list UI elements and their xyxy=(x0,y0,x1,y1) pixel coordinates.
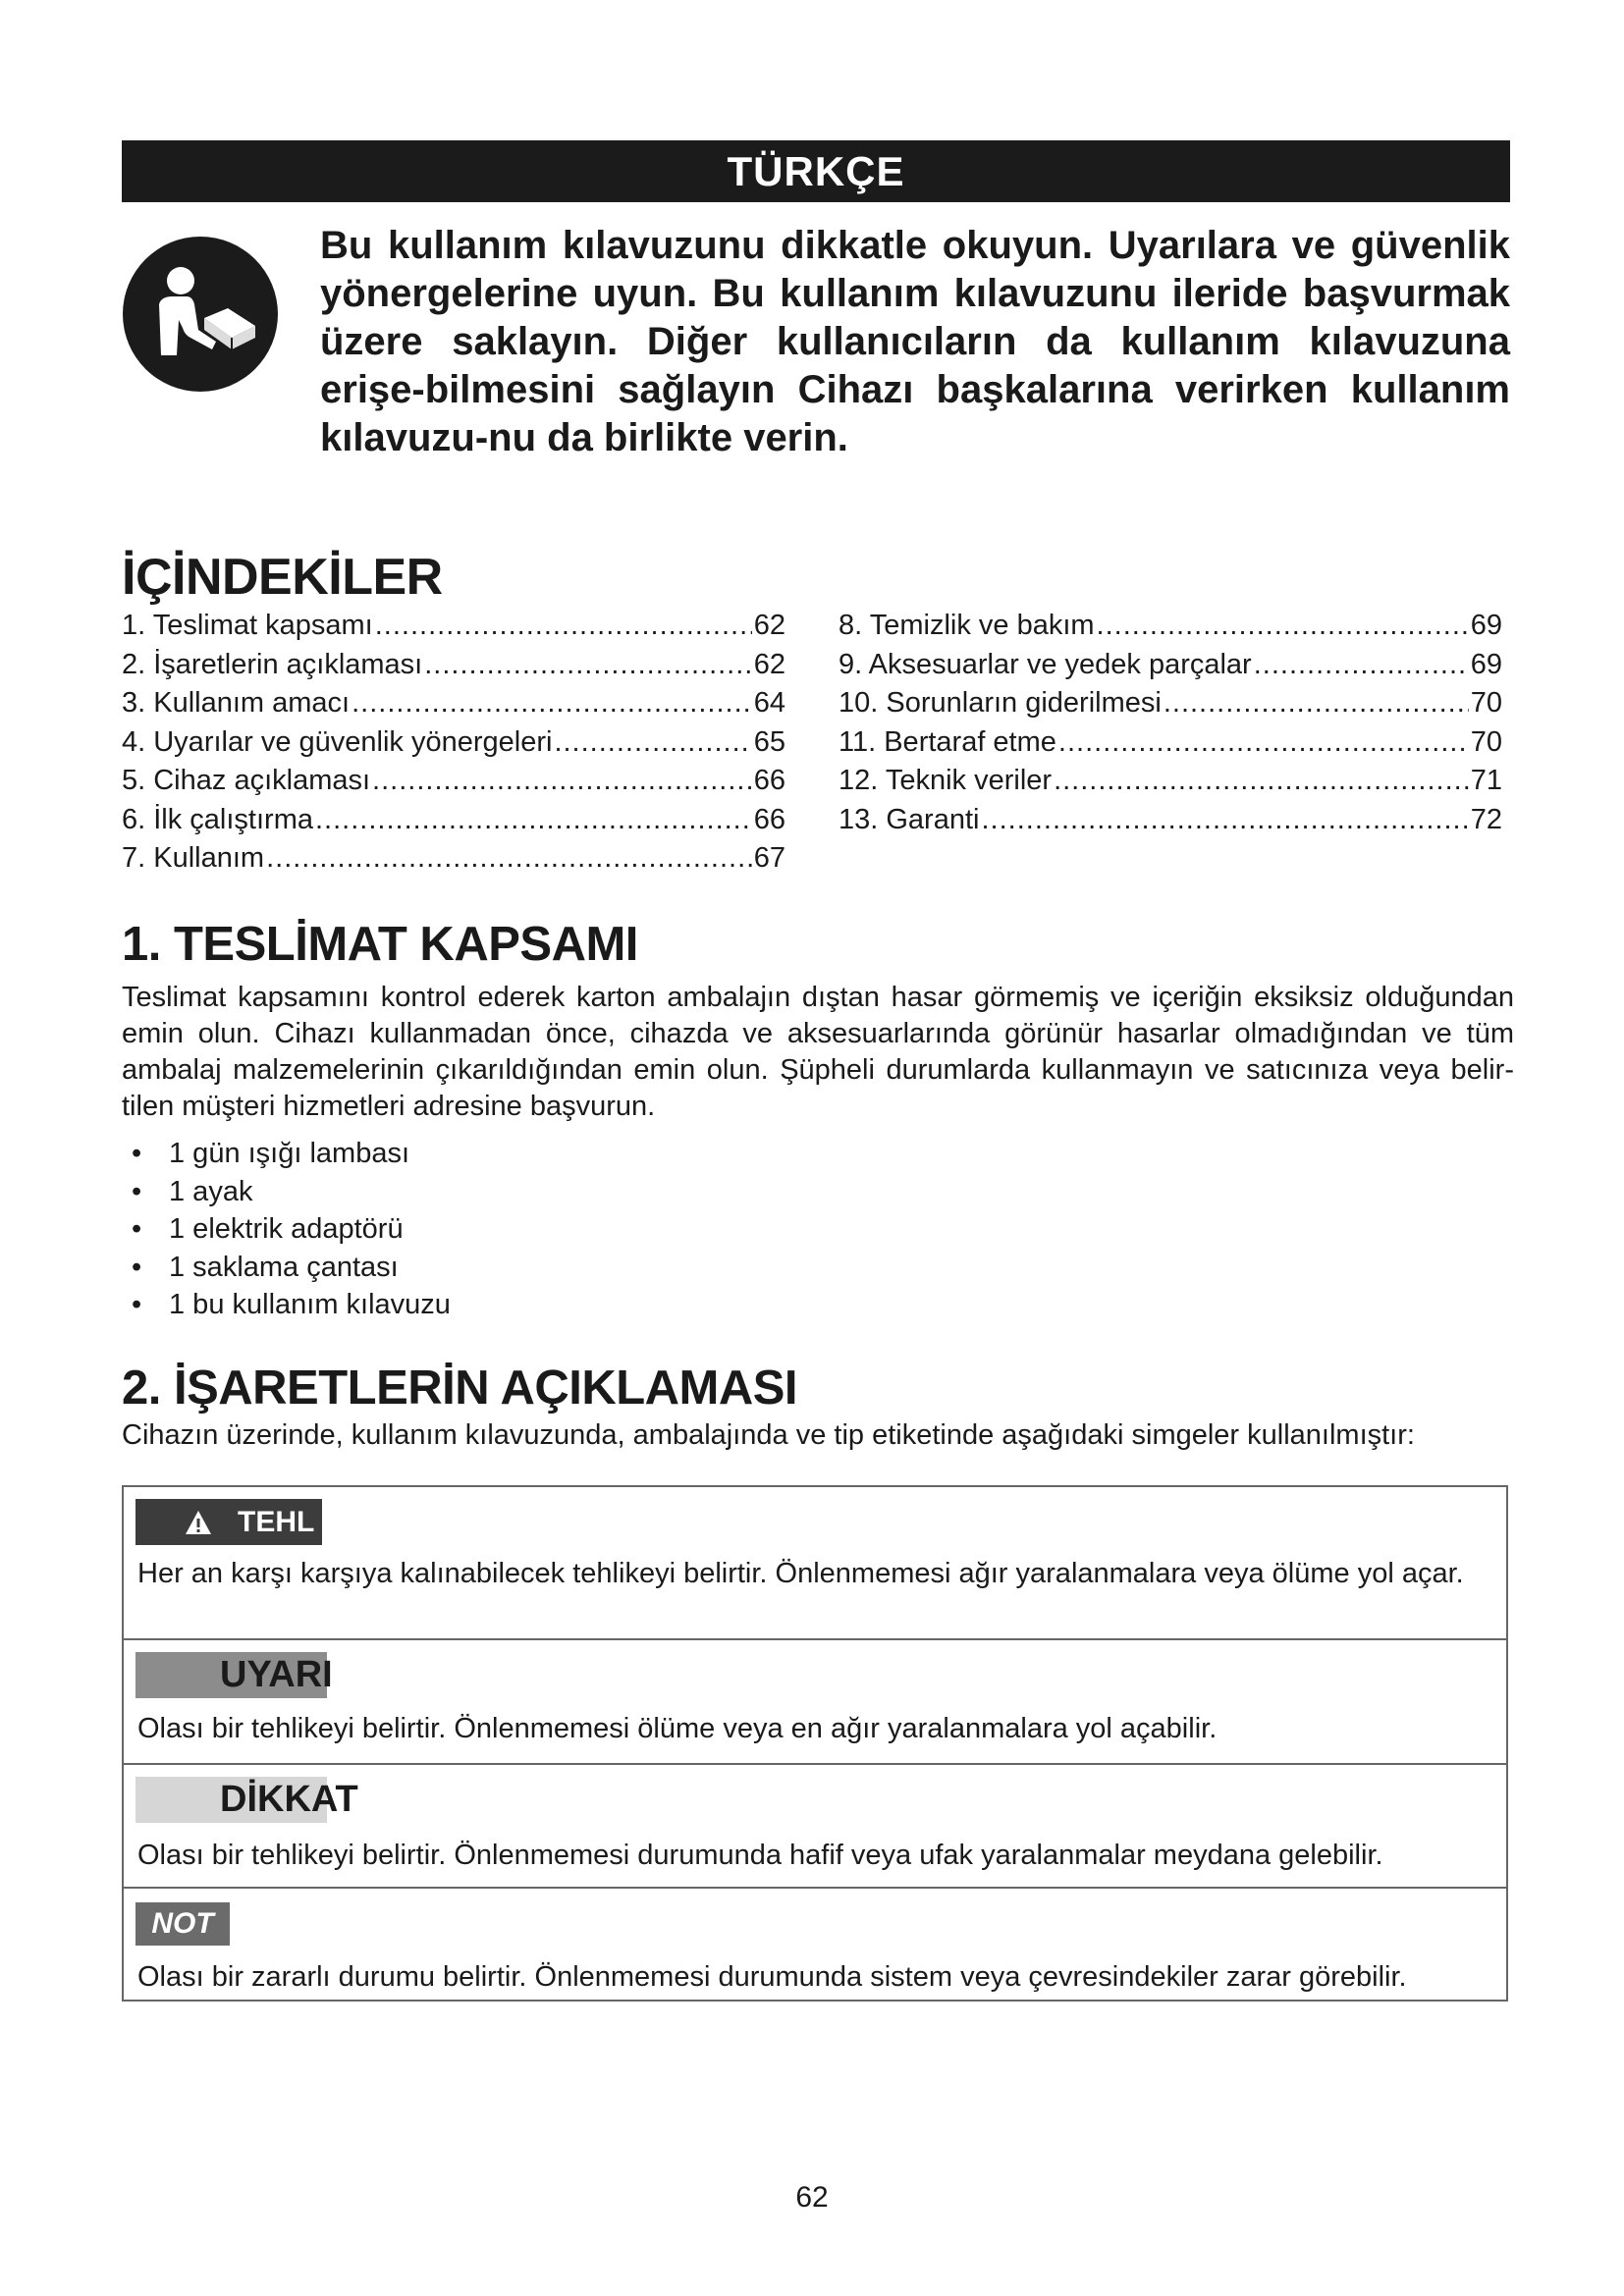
toc-entry-page: 72 xyxy=(1470,803,1502,835)
signal-row-warning xyxy=(124,1638,1506,1763)
list-item-text: 1 saklama çantası xyxy=(169,1251,399,1283)
language-header-bar: TÜRKÇE xyxy=(122,140,1510,202)
section-1-heading: 1. TESLİMAT KAPSAMI xyxy=(122,918,638,971)
toc-leader-dots xyxy=(981,801,1468,840)
toc-entry-title: 11. Bertaraf etme xyxy=(839,725,1056,758)
toc-entry[interactable] xyxy=(122,723,785,763)
page-number: 62 xyxy=(795,2181,829,2214)
toc-entry-title: 13. Garanti xyxy=(839,803,980,835)
read-manual-icon xyxy=(122,236,279,393)
toc-leader-dots xyxy=(315,801,752,840)
toc-leader-dots xyxy=(375,607,752,646)
toc-leader-dots xyxy=(1164,684,1469,723)
list-item xyxy=(132,1173,451,1211)
delivery-contents-list xyxy=(132,1135,451,1324)
note-label-badge xyxy=(135,1902,230,1946)
toc-leader-dots xyxy=(1054,762,1469,801)
bullet: • xyxy=(132,1175,142,1207)
toc-entry-title: 12. Teknik veriler xyxy=(839,765,1053,796)
toc-entry[interactable] xyxy=(122,607,785,646)
warning-description: Olası bir tehlikeyi belirtir. Önlenmemesi ölüme veya en ağır yaralanmalara yol açabilir. xyxy=(137,1713,1218,1744)
toc-entry-title: 3. Kullanım amacı xyxy=(122,687,351,719)
section-2-heading: 2. İŞARETLERİN AÇIKLAMASI xyxy=(122,1362,798,1415)
bullet: • xyxy=(132,1289,142,1320)
toc-entry[interactable] xyxy=(122,684,785,723)
danger-label-badge xyxy=(135,1499,322,1545)
caution-label-badge xyxy=(135,1777,358,1823)
toc-entry-title: 6. İlk çalıştırma xyxy=(122,803,313,835)
toc-entry-page: 66 xyxy=(753,765,785,796)
toc-entry-title: 2. İşaretlerin açıklaması xyxy=(122,648,423,680)
toc-leader-dots xyxy=(1097,607,1469,646)
toc-entry-title: 10. Sorunların giderilmesi xyxy=(839,687,1162,719)
toc-entry-page: 69 xyxy=(1470,610,1502,641)
section-2-text: Cihazın üzerinde, kullanım kılavuzunda, ambalajında ve tip etiketinde aşağıdaki simgeler kullanılmıştır: xyxy=(122,1419,1415,1451)
signal-row-note xyxy=(124,1887,1506,2002)
toc-entry[interactable] xyxy=(839,607,1502,646)
toc-leader-dots xyxy=(1254,646,1469,685)
toc-entry-page: 64 xyxy=(753,687,785,719)
toc-leader-dots xyxy=(424,646,752,685)
toc-entry[interactable] xyxy=(839,801,1502,840)
toc-entry-title: 4. Uyarılar ve güvenlik yönergeleri xyxy=(122,725,553,758)
toc-leader-dots xyxy=(1058,723,1469,763)
toc-entry[interactable] xyxy=(839,646,1502,685)
warning-triangle-icon xyxy=(185,1510,212,1535)
caution-description: Olası bir tehlikeyi belirtir. Önlenmemesi durumunda hafif veya ufak yaralanmalar meydana gelebilir. xyxy=(137,1840,1383,1871)
toc-entry-page: 67 xyxy=(753,842,785,874)
toc-leader-dots xyxy=(266,839,752,879)
toc-entry-page: 62 xyxy=(753,610,785,641)
note-label-text: NOT xyxy=(151,1907,214,1940)
toc-entry[interactable] xyxy=(122,646,785,685)
toc-entry-page: 70 xyxy=(1470,687,1502,719)
list-item-text: 1 ayak xyxy=(169,1175,253,1207)
toc-entry-title: 5. Cihaz açıklaması xyxy=(122,765,371,796)
list-item xyxy=(132,1210,451,1249)
caution-label-text: DİKKAT xyxy=(220,1779,358,1820)
toc-entry-page: 65 xyxy=(753,725,785,758)
list-item xyxy=(132,1249,451,1287)
list-item-text: 1 elektrik adaptörü xyxy=(169,1213,404,1245)
note-description: Olası bir zararlı durumu belirtir. Önlenmemesi durumunda sistem veya çevresindekiler zarar görebilir. xyxy=(137,1961,1407,1993)
toc-entry-title: 7. Kullanım xyxy=(122,842,265,874)
list-item-text: 1 bu kullanım kılavuzu xyxy=(169,1289,451,1320)
danger-label-text: TEHL xyxy=(238,1505,315,1538)
bullet: • xyxy=(132,1213,142,1245)
toc-entry-title: 9. Aksesuarlar ve yedek parçalar xyxy=(839,648,1252,680)
toc-heading: İÇİNDEKİLER xyxy=(122,549,443,606)
toc-leader-dots xyxy=(352,684,752,723)
bullet: • xyxy=(132,1138,142,1169)
toc-entry-page: 71 xyxy=(1470,765,1502,796)
toc-entry-page: 70 xyxy=(1470,725,1502,758)
danger-description: Her an karşı karşıya kalınabilecek tehlikeyi belirtir. Önlenmemesi ağır yaralanmalara veya ölüme yol açar. xyxy=(137,1558,1464,1589)
toc-entry[interactable] xyxy=(839,723,1502,763)
toc-entry-page: 69 xyxy=(1470,648,1502,680)
intro-instructions: Bu kullanım kılavuzunu dikkatle okuyun. Uyarılara ve güvenlik yönergelerine uyun. Bu kullanım kılavuzunu ileride başvurmak üzere saklayın. Diğer kullanıcıların da kullanım kılavuzuna erişe-bilmesini sağlayın Cihazı başkalarına verirken kullanım kılavuzu-nu da birlikte verin. xyxy=(320,224,1510,459)
toc-entry[interactable] xyxy=(122,839,785,879)
toc-right-column xyxy=(839,607,1502,839)
toc-left-column xyxy=(122,607,785,879)
toc-entry-title: 8. Temizlik ve bakım xyxy=(839,610,1095,641)
warning-label-badge xyxy=(135,1652,333,1698)
list-item xyxy=(132,1135,451,1173)
toc-entry[interactable] xyxy=(839,762,1502,801)
toc-entry[interactable] xyxy=(839,684,1502,723)
section-1-text: Teslimat kapsamını kontrol ederek karton ambalajın dıştan hasar görmemiş ve içeriğin eksiksiz olduğundan emin olun. Cihazı kullanmadan önce, cihazda ve aksesuarlarında görünür hasarlar olmadığından ve tüm ambalaj malzemelerinin çıkarıldığından emin olun. Şüpheli durumlarda kullanmayın ve satıcınıza veya belir-tilen müşteri hizmetleri adresine başvurun. xyxy=(122,982,1514,1122)
warning-label-text: UYARI xyxy=(220,1654,333,1695)
signal-words-table xyxy=(122,1485,1508,2002)
toc-entry-page: 62 xyxy=(753,648,785,680)
toc-entry-title: 1. Teslimat kapsamı xyxy=(122,610,373,641)
toc-entry-page: 66 xyxy=(753,803,785,835)
toc-entry[interactable] xyxy=(122,762,785,801)
bullet: • xyxy=(132,1251,142,1283)
toc-entry[interactable] xyxy=(122,801,785,840)
toc-leader-dots xyxy=(372,762,752,801)
list-item-text: 1 gün ışığı lambası xyxy=(169,1138,410,1169)
toc-leader-dots xyxy=(554,723,751,763)
list-item xyxy=(132,1286,451,1324)
signal-row-danger xyxy=(124,1487,1506,1638)
signal-row-caution xyxy=(124,1763,1506,1887)
